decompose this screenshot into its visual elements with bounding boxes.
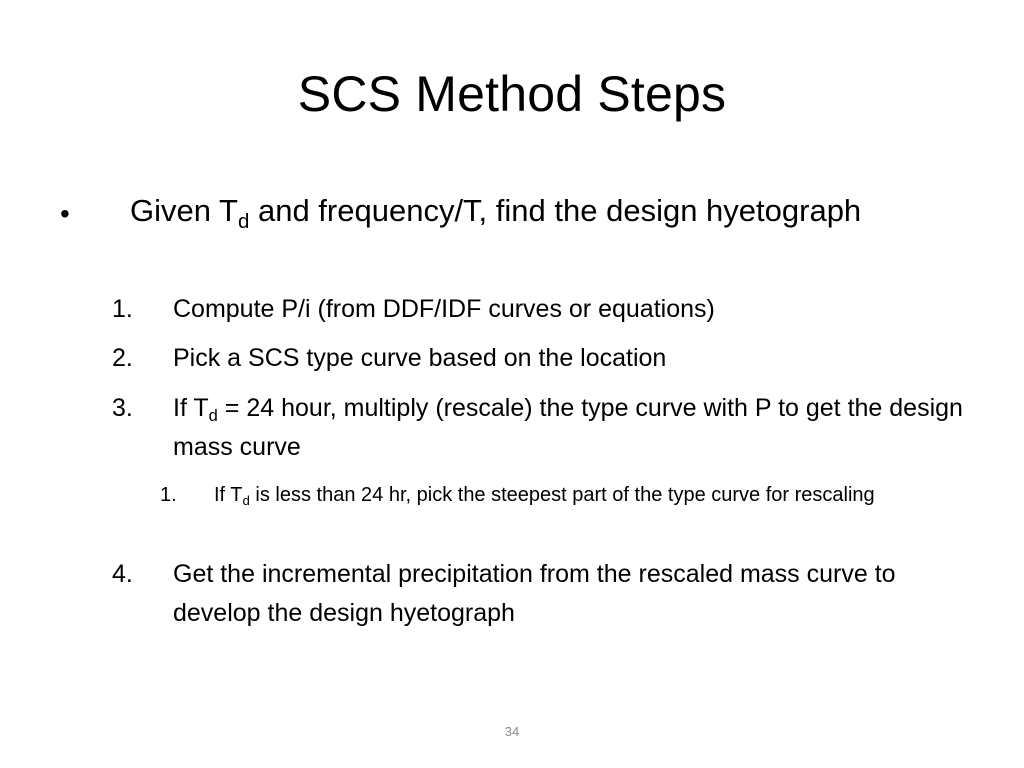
step-number: 1. <box>112 295 133 323</box>
step-3-text-before: If T <box>173 394 209 422</box>
main-bullet-text-before: Given T <box>130 193 238 228</box>
step-text: Get the incremental precipitation from the rescaled mass curve to develop the design hyetograph <box>173 560 896 627</box>
step-number: 2. <box>112 344 133 372</box>
substep-number: 1. <box>160 484 177 506</box>
step-number: 3. <box>112 394 133 422</box>
substep-subscript: d <box>242 493 250 509</box>
step-3-subscript: d <box>208 407 218 426</box>
main-bullet-subscript: d <box>237 209 250 233</box>
bullet-glyph: • <box>60 198 70 229</box>
step-text: Compute P/i (from DDF/IDF curves or equations) <box>173 295 715 323</box>
step-text <box>173 389 973 467</box>
substep-text-after: is less than 24 hr, pick the steepest part of the type curve for rescaling <box>249 484 875 506</box>
step-3-text-after: = 24 hour, multiply (rescale) the type curve with P to get the design mass curve <box>173 394 963 461</box>
page-number: 34 <box>504 724 520 739</box>
substep-text <box>214 479 954 511</box>
step-number: 4. <box>112 560 133 588</box>
substep-text-before: If T <box>214 484 243 506</box>
main-bullet-text-after: and frequency/T, find the design hyetograph <box>249 193 862 228</box>
main-bullet-text <box>130 188 920 234</box>
step-text: Pick a SCS type curve based on the location <box>173 344 667 372</box>
slide-title: SCS Method Steps <box>297 66 727 122</box>
